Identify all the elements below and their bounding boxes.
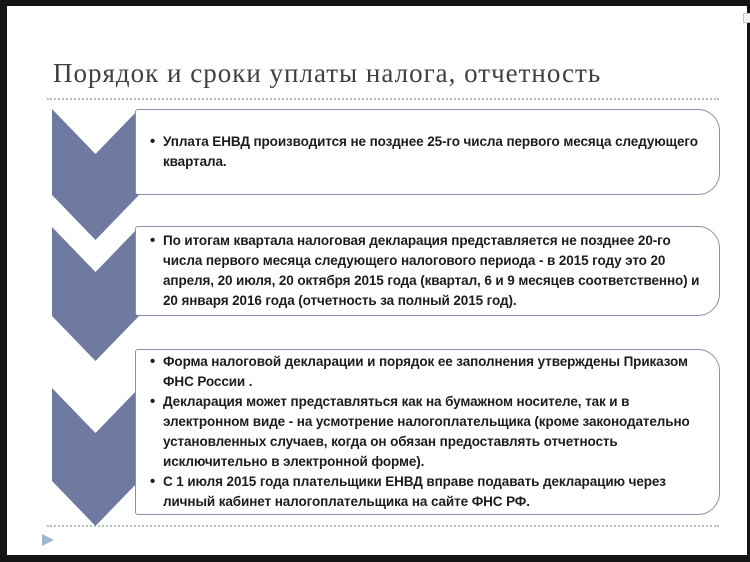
bullet-item [150,352,707,392]
chevron-down-icon [52,388,139,526]
bullet-text: С 1 июля 2015 года плательщики ЕНВД вправе подавать декларацию через личный кабинет налогоплательщика на сайте ФНС РФ. [163,474,666,509]
bullet-item [150,392,707,472]
slide-title: Порядок и сроки уплаты налога, отчетность [53,58,602,88]
bullet-text: Уплата ЕНВД производится не позднее 25-го числа первого месяца следующего квартала. [163,134,698,169]
bullet-text: Форма налоговой декларации и порядок ее заполнения утверждены Приказом ФНС России . [163,354,688,389]
chevron-down-icon [52,109,139,240]
step-box-2 [135,226,720,316]
footer-divider-dotted-line [47,525,719,527]
chevron-down-icon [52,227,139,361]
bullet-item [150,132,707,172]
title-divider-dotted-line [47,98,719,100]
bullet-text: По итогам квартала налоговая декларация представляется не позднее 20-го числа первого месяца следующего налогового периода - в 2015 году это 20 апреля, 20 июля, 20 октября 2015 года (квартал, 6 и 9 месяцев соответственно) и 20 января 2016 года (отчетность за полный 2015 год). [163,233,700,308]
bullet-item [150,231,707,311]
play-triangle-icon [42,534,54,546]
slide-canvas [7,6,747,555]
corner-square-decoration [743,13,750,23]
step-box-1 [135,109,720,195]
bullet-item [150,472,707,512]
step-box-3 [135,349,720,515]
bullet-text: Декларация может представляться как на бумажном носителе, так и в электронном виде - на усмотрение налогоплательщика (кроме законодательно установленных случаев, когда он обязан предоставлять отчетность исключительно в электронной форме). [163,394,690,469]
